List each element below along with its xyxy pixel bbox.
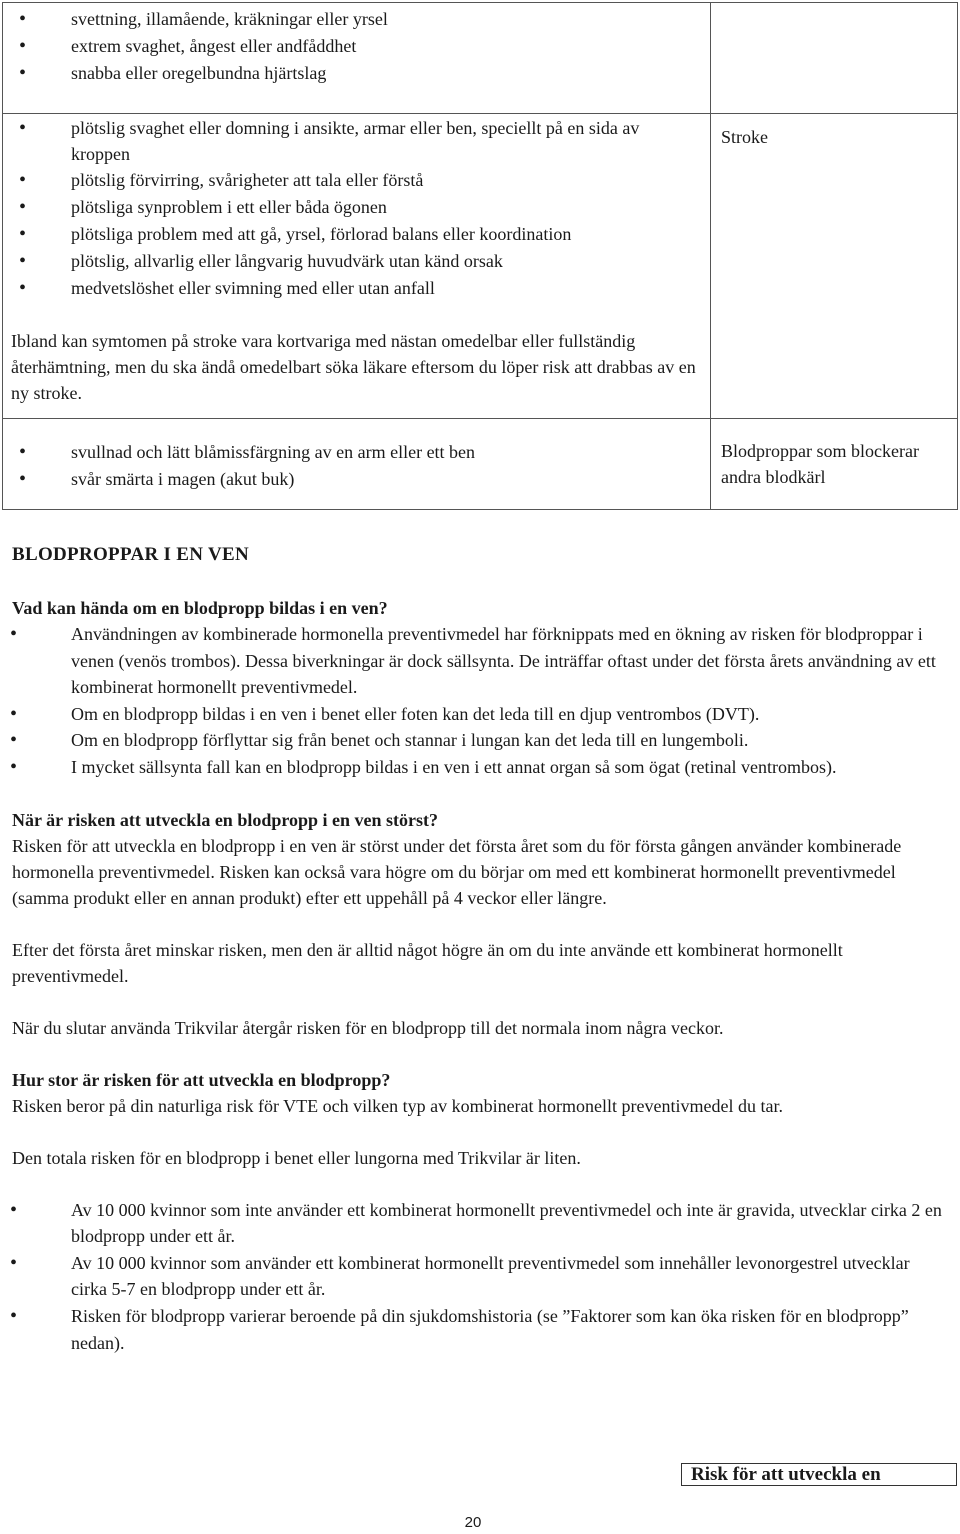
symptom-table [2,2,958,510]
symptom-list [11,439,702,493]
question-heading: När är risken att utveckla en blodpropp i en ven störst? [12,809,439,830]
list-item: • Av 10 000 kvinnor som använder ett kombinerat hormonellt preventivmedel som innehåller levonorgestrel utvecklar cirka 5-7 en blodpropp under ett år. [12,1250,947,1303]
symptom-list [11,115,702,302]
paragraph: Risken beror på din naturliga risk för VTE och vilken typ av kombinerat hormonellt preventivmedel du tar. [12,1095,783,1116]
info-list [12,621,947,781]
condition-label: Stroke [721,127,768,147]
table-row [3,113,957,418]
list-item: • Om en blodpropp förflyttar sig från benet och stannar i lungan kan det leda till en lungemboli. [12,727,947,754]
list-item: • snabba eller oregelbundna hjärtslag [11,60,702,87]
list-item: • plötslig förvirring, svårigheter att tala eller förstå [11,167,702,194]
list-item: • Av 10 000 kvinnor som inte använder ett kombinerat hormonellt preventivmedel och inte är gravida, utvecklar cirka 2 en blodpropp under ett år. [12,1197,947,1250]
list-item: • medvetslöshet eller svimning med eller utan anfall [11,275,702,302]
table-row [3,418,957,509]
paragraph: Risken för att utveckla en blodpropp i en ven är störst under det första året som du för första gången använder kombinerade hormonella preventivmedel. Risken kan också vara högre om du börjar om med ett kombinerat hormonellt preventivmedel (samma produkt eller en annan produkt) efter ett uppehåll på 4 veckor eller längre. [12,835,902,908]
list-item: • I mycket sällsynta fall kan en blodpropp bildas i en ven i ett annat organ så som ögat (retinal ventrombos). [12,754,947,781]
list-item: • extrem svaghet, ångest eller andfåddhet [11,33,702,60]
symptom-list [11,6,702,87]
info-list [12,1197,947,1357]
list-item: • svettning, illamående, kräkningar eller yrsel [11,6,702,33]
list-item: • svullnad och lätt blåmissfärgning av en arm eller ett ben [11,439,702,466]
list-item: • plötslig, allvarlig eller långvarig huvudvärk utan känd orsak [11,248,702,275]
page-number: 20 [464,1514,482,1531]
list-item: • Risken för blodpropp varierar beroende på din sjukdomshistoria (se ”Faktorer som kan öka risken för en blodpropp” nedan). [12,1303,947,1356]
list-item: • plötsliga synproblem i ett eller båda ögonen [11,194,702,221]
list-item: • plötslig svaghet eller domning i ansikte, armar eller ben, speciellt på en sida av kroppen [11,115,702,167]
table-row [3,3,957,113]
main-content [12,540,947,1356]
condition-label: Blodproppar som blockerar andra blodkärl [721,441,919,487]
list-item: • Om en blodpropp bildas i en ven i benet eller foten kan det leda till en djup ventrombos (DVT). [12,701,947,728]
paragraph: Den totala risken för en blodpropp i benet eller lungorna med Trikvilar är liten. [12,1147,581,1168]
question-heading: Hur stor är risken för att utveckla en blodpropp? [12,1069,391,1090]
section-title: BLODPROPPAR I EN VEN [12,544,250,565]
list-item: • Användningen av kombinerade hormonella preventivmedel har förknippats med en ökning av risken för blodproppar i venen (venös trombos). Dessa biverkningar är dock sällsynta. De inträffar oftast under det första årets användning av ett kombinerat hormonellt preventivmedel. [12,621,947,701]
stroke-note: Ibland kan symtomen på stroke vara kortvariga med nästan omedelbar eller fullständig återhämtning, men du ska ändå omedelbart söka läkare eftersom du löper risk att drabbas av en ny stroke. [11,331,696,403]
paragraph: Efter det första året minskar risken, men den är alltid något högre än om du inte använde ett kombinerat hormonellt preventivmedel. [12,939,843,986]
next-section-heading-box: Risk för att utveckla en [681,1463,957,1486]
condition-cell [711,3,957,113]
paragraph: När du slutar använda Trikvilar återgår risken för en blodpropp till det normala inom några veckor. [12,1017,724,1038]
list-item: • plötsliga problem med att gå, yrsel, förlorad balans eller koordination [11,221,702,248]
list-item: • svår smärta i magen (akut buk) [11,466,702,493]
question-heading: Vad kan hända om en blodpropp bildas i en ven? [12,598,388,618]
